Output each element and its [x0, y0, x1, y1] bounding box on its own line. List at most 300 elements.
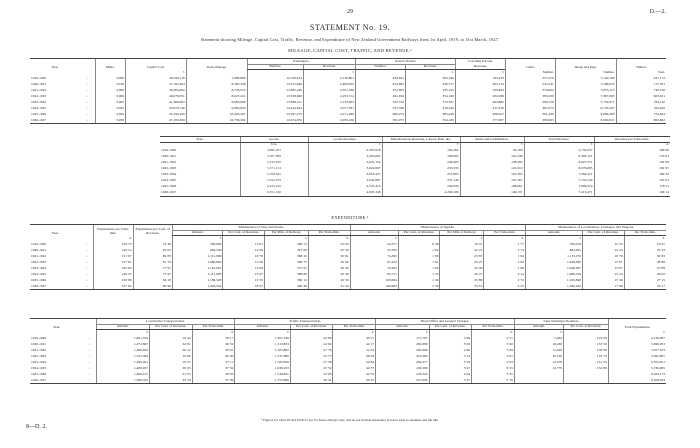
column-header: Revenue per Train-mile. [594, 137, 670, 143]
table-cell: £ [514, 330, 563, 336]
table-cell: 25·30 [308, 247, 350, 253]
table-cell: 18·47 [223, 283, 265, 290]
year-cell: 1920-1921 [31, 247, 47, 252]
table-cell: 4,130,007 [608, 335, 666, 341]
table-cell: 203,154 [455, 81, 505, 87]
table-cell: 7,152,534 [524, 178, 594, 184]
table-cell: 3,265,005 [308, 154, 382, 160]
table-cell: 2,587,878 [308, 148, 382, 154]
table-cell: 51·93 [333, 347, 376, 353]
table-cell: 13,597,273 [247, 111, 303, 117]
table-cell: 365,249 [405, 111, 455, 117]
year-cell: 1919-1920 [31, 335, 47, 340]
table-cell: 15·70 [223, 277, 265, 283]
table-cell: 42·55 [333, 371, 376, 377]
table-cell: 3,058 [95, 117, 125, 124]
table-cell: £ [382, 142, 460, 148]
table-cell: 26·02 [624, 271, 666, 277]
table-cell: 15·01 [583, 259, 625, 265]
year-cell: 1925-1926 [31, 111, 47, 116]
table-cell: 244,830 [382, 184, 460, 190]
table-cell: 522,744 [356, 99, 406, 105]
group-header: Head Office and General Charges. [376, 319, 515, 325]
table-cell: 20·65 [149, 365, 192, 371]
table-cell: 166·14 [594, 190, 670, 197]
table-cell: 390,158 [505, 99, 555, 105]
table-cell: 10,739,504 [186, 117, 247, 124]
table-cell: £ [455, 70, 505, 76]
table-cell: £ [608, 330, 666, 336]
table-cell: 77·97 [133, 271, 172, 277]
table-cell: 1,301,538 [235, 335, 290, 341]
revenue-table [160, 136, 670, 197]
table-cell: 3,819,437 [308, 172, 382, 178]
table-cell: 1,480,127 [96, 371, 149, 377]
table-cell: 157·61 [94, 259, 133, 265]
table-cell: 2,077,831 [303, 105, 355, 111]
table-cell: 313,761 [405, 99, 455, 105]
table-cell: 408,027 [455, 111, 505, 117]
year-cell: 1922-1923 [31, 353, 47, 358]
table-cell: 100,963 [350, 283, 398, 290]
table-cell: 7,367,903 [555, 93, 616, 99]
table-cell: 39·22 [333, 377, 376, 384]
table-cell: 1·23 [398, 271, 440, 277]
table-cell: .. [86, 111, 89, 116]
table-cell: 166·00 [594, 148, 670, 154]
table-cell: 3,006 [95, 93, 125, 99]
table-cell: 237,149 [382, 178, 460, 184]
table-cell: 4,296,196 [382, 190, 460, 197]
table-cell: 5,357,103 [608, 347, 666, 353]
table-cell: 1,186,328 [172, 277, 222, 283]
group-header: Maintenance of Way and Works. [172, 225, 350, 231]
year-cell: 1926-1927 [160, 190, 240, 197]
year-cell: 1923-1924 [31, 99, 47, 104]
year-cell: 1923-1924 [161, 171, 177, 176]
table-cell: 35·89 [440, 277, 484, 283]
table-cell: .. [86, 87, 89, 92]
table-cell: 3,631,152 [308, 160, 382, 166]
table-cell: £ [172, 236, 222, 242]
table-cell: 27·15 [624, 277, 666, 283]
table-cell: 235,533 [382, 166, 460, 172]
column-header: Expenditure per Train-mile. [94, 225, 133, 236]
table-cell: 3,005 [95, 99, 125, 105]
table-cell: 2·25 [484, 283, 526, 290]
table-cell: 1,700,658 [235, 359, 290, 365]
table-cell: 41,366,963 [125, 99, 186, 105]
table-cell: 216,384 [376, 353, 429, 359]
table-cell: 10,263,407 [186, 111, 247, 117]
table-cell: 140,137 [460, 190, 524, 197]
table-cell: 5,232,956 [240, 160, 308, 166]
table-cell: 2·96 [429, 347, 472, 353]
table-cell: 16·76 [223, 253, 265, 259]
table-cell: 2,351,538 [303, 87, 355, 93]
expenditure-maintenance-table [30, 224, 666, 290]
table-cell: 663,021 [616, 93, 666, 99]
table-cell: 37·96 [192, 377, 235, 384]
table-cell: 1,111,083 [172, 271, 222, 277]
table-cell: 1,513,823 [235, 341, 290, 347]
table-cell: £ [440, 236, 484, 242]
column-header: Rents and Commission. [460, 137, 524, 143]
table-cell: 1,161,061 [172, 265, 222, 271]
table-cell: 379,064 [505, 87, 555, 93]
table-cell: d. [192, 330, 235, 336]
column-header: Per Mile of Railway. [440, 230, 484, 236]
table-cell: 38·05 [192, 371, 235, 377]
table-cell: 5·63 [472, 359, 515, 365]
table-cell: 26·27 [440, 271, 484, 277]
table-cell: 109,064 [350, 277, 398, 283]
table-cell: 9,865,633 [186, 105, 247, 111]
table-cell: 14·23 [583, 247, 625, 253]
table-cell: 11,328 [514, 347, 563, 353]
table-cell: £ [303, 70, 355, 76]
table-cell: 1,160,848 [526, 277, 583, 283]
table-cell: 6·55 [472, 365, 515, 371]
statement-title: STATEMENT No. 19. [309, 23, 391, 32]
year-cell: 1920-1921 [31, 341, 47, 346]
table-cell: 5·91 [472, 353, 515, 359]
year-cell: 1919-1920 [31, 241, 47, 246]
table-cell: 56,109 [460, 148, 524, 154]
table-cell: .. [86, 75, 89, 80]
table-cell: 359·75 [265, 259, 309, 265]
table-cell: 202,098 [455, 93, 505, 99]
column-header: Total Revenue. [524, 137, 594, 143]
table-cell: 15·07 [583, 265, 625, 271]
table-cell: 30·09 [308, 259, 350, 265]
column-header: Year. [160, 137, 240, 143]
table-cell: 8,365,339 [186, 81, 247, 87]
table-cell: 80·83 [133, 253, 172, 259]
table-cell: 4,722,413 [308, 184, 382, 190]
table-cell: 77·97 [133, 265, 172, 271]
mileage-section-heading: MILEAGE, CAPITAL COST, TRAFFIC, AND REVENUE.¹ [288, 48, 412, 53]
year-cell: 1925-1926 [31, 371, 47, 376]
table-cell: 454,881 [356, 81, 406, 87]
table-cell: 3,045 [95, 105, 125, 111]
table-cell [514, 377, 563, 384]
column-header [80, 225, 93, 236]
year-cell: 1926-1927 [30, 377, 83, 384]
table-cell: 37·11 [192, 359, 235, 365]
year-cell: 1921-1922 [31, 253, 47, 258]
table-cell: 204,477 [376, 359, 429, 365]
table-cell: 460·38 [265, 283, 309, 290]
table-cell: 417,616 [455, 105, 505, 111]
table-cell: 84·18 [133, 277, 172, 283]
table-cell: 29·17 [624, 283, 666, 290]
table-cell: 1,395,401 [96, 359, 149, 365]
table-cell: 162,262 [382, 148, 460, 154]
table-row [30, 377, 666, 384]
table-cell: 36·52 [192, 341, 235, 347]
group-header: Traffic Transportation. [235, 319, 376, 325]
table-cell: .. [80, 117, 95, 124]
table-cell: 251,893 [382, 172, 460, 178]
table-cell: 439,631 [356, 75, 406, 81]
column-header: Capital Cost. [125, 59, 186, 70]
table-cell: 1,048,567 [526, 265, 583, 271]
table-cell: d. [484, 236, 526, 242]
year-cell: 1923-1924 [31, 359, 47, 364]
table-cell: 193,453 [455, 75, 505, 81]
table-cell: 2,136,801 [303, 75, 355, 81]
column-header: Per Cent. of Revenue. [563, 324, 608, 330]
column-header [83, 319, 96, 330]
table-cell: 5,702,951 [608, 359, 666, 365]
table-cell: 631,172 [616, 75, 666, 81]
column-header: Number. [247, 64, 303, 70]
table-cell: d. [308, 236, 350, 242]
year-cell: 1921-1922 [161, 159, 177, 164]
table-cell: 23·34 [149, 377, 192, 384]
group-header: Maintenance of Locomotives, Carriages, and Wagons. [526, 225, 666, 231]
column-header: Miles. [95, 59, 125, 70]
table-cell: 1·02 [398, 247, 440, 253]
table-cell: 20·27 [440, 259, 484, 265]
table-cell: 196,965 [382, 154, 460, 160]
table-cell: 10,436 [514, 341, 563, 347]
table-cell: 1·46 [398, 277, 440, 283]
table-cell: 780,683 [172, 241, 222, 247]
table-cell: 6,164,173 [608, 371, 666, 377]
table-cell: 5,387,899 [240, 154, 308, 160]
table-cell: 8,135,597 [555, 105, 616, 111]
table-cell: 15·24 [583, 271, 625, 277]
table-cell: 2,035,160 [303, 117, 355, 124]
table-cell: 18·47 [624, 241, 666, 247]
year-cell: 1921-1922 [31, 87, 47, 92]
table-cell: 1,322,364 [96, 353, 149, 359]
column-header: Total Expenditure. [608, 319, 666, 330]
table-cell: 717,781 [616, 81, 666, 87]
table-cell: .. [88, 365, 91, 370]
table-cell: 152·68 [563, 365, 608, 371]
table-cell: 354,166 [405, 93, 455, 99]
table-cell: 2,255,714 [303, 93, 355, 99]
expenditure-section-heading: EXPENDITURE.¹ [331, 215, 369, 220]
table-cell: .. [85, 259, 88, 264]
column-header: Revenue. [455, 64, 505, 70]
table-cell: 327·06 [265, 247, 309, 253]
table-cell: 21·25 [149, 371, 192, 377]
group-header: Lake Wakatipu Steamers. [514, 319, 608, 325]
table-cell: £ [405, 70, 455, 76]
table-cell: 1,280,856 [96, 347, 149, 353]
table-cell: 168,861 [460, 184, 524, 190]
table-cell: .. [88, 341, 91, 346]
year-cell: 1924-1925 [161, 177, 177, 182]
table-cell: 22·03 [308, 241, 350, 247]
column-header: Amount. [350, 230, 398, 236]
table-cell: 2·14 [484, 271, 526, 277]
table-cell: 223,243 [376, 371, 429, 377]
table-cell: £ [524, 142, 594, 148]
column-header [80, 59, 95, 70]
table-cell: 182·09 [594, 160, 670, 166]
table-cell: 369·86 [265, 271, 309, 277]
year-cell: 1919-1920 [31, 75, 47, 80]
table-cell: 25·93 [290, 371, 333, 377]
table-cell: 1·01 [398, 259, 440, 265]
table-cell: 37·52 [192, 365, 235, 371]
column-header: Per Train-mile. [333, 324, 376, 330]
table-cell: 964,340 [172, 247, 222, 253]
year-cell: 1921-1922 [31, 347, 47, 352]
table-cell: 202,889 [376, 341, 429, 347]
table-cell: 103·09 [563, 335, 608, 341]
table-cell: 391,449 [505, 111, 555, 117]
table-cell: 24,377 [350, 241, 398, 247]
column-header: Goods Revenue. [308, 137, 382, 143]
table-cell: 13,558,668 [247, 93, 303, 99]
table-cell: 8,627,221 [186, 93, 247, 99]
table-cell: 43,870,740 [125, 105, 186, 111]
table-cell: 187·01 [594, 178, 670, 184]
page-reference: D.—2. [649, 9, 666, 15]
table-cell: £ [265, 236, 309, 242]
table-cell: 1,001,319 [96, 335, 149, 341]
table-cell: 1·94 [484, 259, 526, 265]
table-cell: 15·49 [583, 277, 625, 283]
year-cell: 1922-1923 [31, 93, 47, 98]
table-cell: 606,273 [356, 111, 406, 117]
table-cell: 2,133,903 [303, 99, 355, 105]
table-cell: 1·98 [484, 265, 526, 271]
table-cell: 7,055,115 [555, 87, 616, 93]
column-header: Cattle. [505, 59, 555, 70]
table-cell: Tons. [240, 142, 308, 148]
table-cell: 8,985,009 [186, 99, 247, 105]
year-cell: 1919-1920 [161, 147, 177, 152]
table-cell: 1,272,867 [96, 341, 149, 347]
table-cell: 90·96 [133, 283, 172, 290]
column-header: Per Train-mile. [484, 230, 526, 236]
column-header: Per Cent. of Revenue. [149, 324, 192, 330]
table-cell: 30·40 [308, 265, 350, 271]
table-cell: 150·08 [563, 347, 608, 353]
table-cell: 5·35 [472, 371, 515, 377]
column-header: Train-mileage. [186, 59, 247, 70]
year-cell: 1922-1923 [31, 259, 47, 264]
table-cell: 15·99 [223, 265, 265, 271]
table-cell: 5,371,154 [240, 166, 308, 172]
table-cell: .. [88, 347, 91, 352]
table-cell: 2,409,952 [303, 81, 355, 87]
table-cell: 18·21 [440, 241, 484, 247]
table-cell: .. [85, 253, 88, 258]
table-cell: 156·08 [94, 277, 133, 283]
column-header: Amount. [235, 324, 290, 330]
column-header: Amount. [172, 230, 222, 236]
table-cell: 3,045 [95, 111, 125, 117]
column-header: Per Cent. of Revenue. [290, 324, 333, 330]
table-cell: 303,196 [405, 75, 455, 81]
table-cell: 26·41 [290, 377, 333, 384]
table-cell: 3·14 [429, 353, 472, 359]
table-cell: 176·01 [594, 154, 670, 160]
table-cell: 5,699,953 [608, 341, 666, 347]
table-cell: .. [85, 271, 88, 276]
table-cell: 5,562,807 [608, 353, 666, 359]
table-cell: 1,638,103 [235, 365, 290, 371]
mileage-traffic-table [30, 58, 666, 124]
table-cell: d. [594, 142, 670, 148]
table-cell: 6,351,196 [240, 190, 308, 197]
table-cell: 3·47 [429, 365, 472, 371]
column-header: Year. [30, 319, 83, 330]
group-header: Locomotive Transportation. [96, 319, 235, 325]
year-cell: 1924-1925 [31, 365, 47, 370]
table-cell: 15·67 [223, 271, 265, 277]
table-cell: 26·40 [308, 271, 350, 277]
table-cell: 3,632,887 [308, 178, 382, 184]
table-cell: 361,073 [505, 105, 555, 111]
table-cell: 383,063 [505, 117, 555, 124]
table-cell: 12·35 [583, 241, 625, 247]
table-cell: 30·17 [192, 335, 235, 341]
table-cell: .. [85, 265, 88, 270]
table-cell: 12,779 [514, 365, 563, 371]
table-cell: 537,338 [356, 105, 406, 111]
table-cell: 158,383 [460, 160, 524, 166]
table-cell: 38,305,082 [125, 87, 186, 93]
table-cell: 473,603 [356, 87, 406, 93]
group-header: Coaching Parcels. [455, 59, 505, 65]
table-cell: £ [235, 330, 290, 336]
table-cell: £ [526, 236, 583, 242]
table-cell: 6,393,121 [524, 154, 594, 160]
column-header: Year. [30, 59, 80, 70]
column-header: Per Train-mile. [472, 324, 515, 330]
table-cell: 7,808,808 [186, 75, 247, 81]
table-cell: 2·94 [429, 371, 472, 377]
table-cell: 47,195,369 [125, 117, 186, 124]
table-cell: 26·59 [308, 277, 350, 283]
column-header: Per Mile of Railway. [265, 230, 309, 236]
table-cell: 33·10 [440, 283, 484, 290]
column-header: Goods. [240, 137, 308, 143]
table-cell: 557,276 [505, 75, 555, 81]
table-cell: 2·99 [429, 335, 472, 341]
table-cell: 184·97 [594, 166, 670, 172]
table-cell: 1·02 [398, 265, 440, 271]
group-header: Season Tickets. [356, 59, 456, 65]
table-cell: 1·04 [484, 253, 526, 259]
table-cell: 85,711 [350, 271, 398, 277]
table-cell: 13,315,646 [247, 81, 303, 87]
table-cell: 19·44 [149, 335, 192, 341]
table-cell: 40,078,331 [125, 93, 186, 99]
table-cell: 107,367 [460, 178, 524, 184]
table-cell: 7,264,471 [524, 172, 594, 178]
table-cell: 32,583 [350, 247, 398, 253]
table-cell: .. [80, 283, 93, 290]
table-cell: 5,732,037 [524, 148, 594, 154]
table-cell: 74,365 [350, 253, 398, 259]
table-cell: 884,261 [526, 247, 583, 253]
table-cell: 243,560 [376, 365, 429, 371]
table-cell: 595,075 [356, 117, 406, 124]
table-cell: 15·49 [223, 259, 265, 265]
table-cell: 45,334,169 [125, 111, 186, 117]
column-header: Number. [356, 64, 406, 70]
